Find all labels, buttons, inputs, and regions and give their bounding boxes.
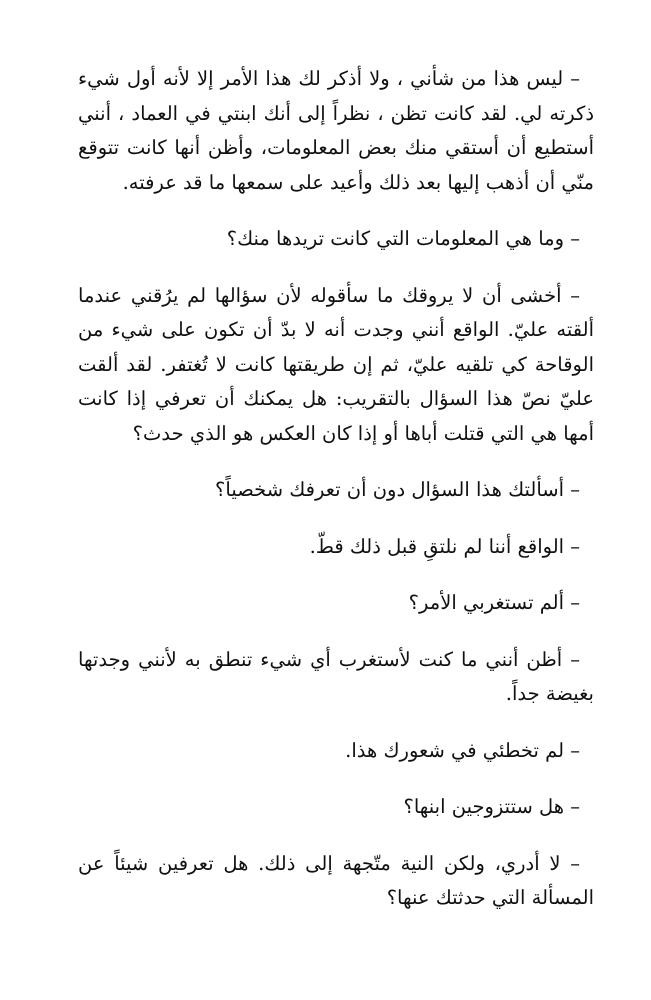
book-page — [78, 62, 594, 938]
paragraph-10: – لا أدري، ولكن النية متّجهة إلى ذلك. هل تعرفين شيئاً عن المسألة التي حدثتك عنها؟ — [78, 851, 594, 909]
paragraph-9: – هل ستتزوجين ابنها؟ — [403, 795, 580, 818]
paragraph-7: – أظن أنني ما كنت لأستغرب أي شيء تنطق به لأنني وجدتها بغيضة جداً. — [78, 647, 594, 705]
paragraph-3: – أخشى أن لا يروقك ما سأقوله لأن سؤالها لم يرُقني عندما ألقته عليّ. الواقع أنني وجدت أنه لا بدّ أن تكون على شيء من الوقاحة كي تلقيه عليّ، ثم إن طريقتها كانت لا تُغتفر. لقد ألقت عليّ نصّ هذا السؤال بالتقريب: هل يمكنك أن تعرفي إذا كانت أمها هي التي قتلت أباها أو إذا كان العكس هو الذي حدث؟ — [78, 283, 594, 445]
paragraph-4: – أسألتك هذا السؤال دون أن تعرفك شخصياً؟ — [215, 478, 580, 501]
paragraph-5: – الواقع أننا لم نلتقِ قبل ذلك قطّ. — [309, 534, 580, 558]
paragraph-6: – ألم تستغربي الأمر؟ — [408, 591, 580, 614]
paragraph-8: – لم تخطئي في شعورك هذا. — [345, 738, 580, 762]
paragraph-1: – ليس هذا من شأني ، ولا أذكر لك هذا الأمر إلا لأنه أول شيء ذكرته لي. لقد كانت تظن ، نظراً إلى أنك ابنتي في العماد ، أنني أستطيع أن أستقي منك بعض المعلومات، وأظن أنها كانت تتوقع منّي أن أذهب إليها بعد ذلك وأعيد على سمعها ما قد عرفته. — [78, 67, 594, 194]
paragraph-2: – وما هي المعلومات التي كانت تريدها منك؟ — [226, 227, 580, 250]
